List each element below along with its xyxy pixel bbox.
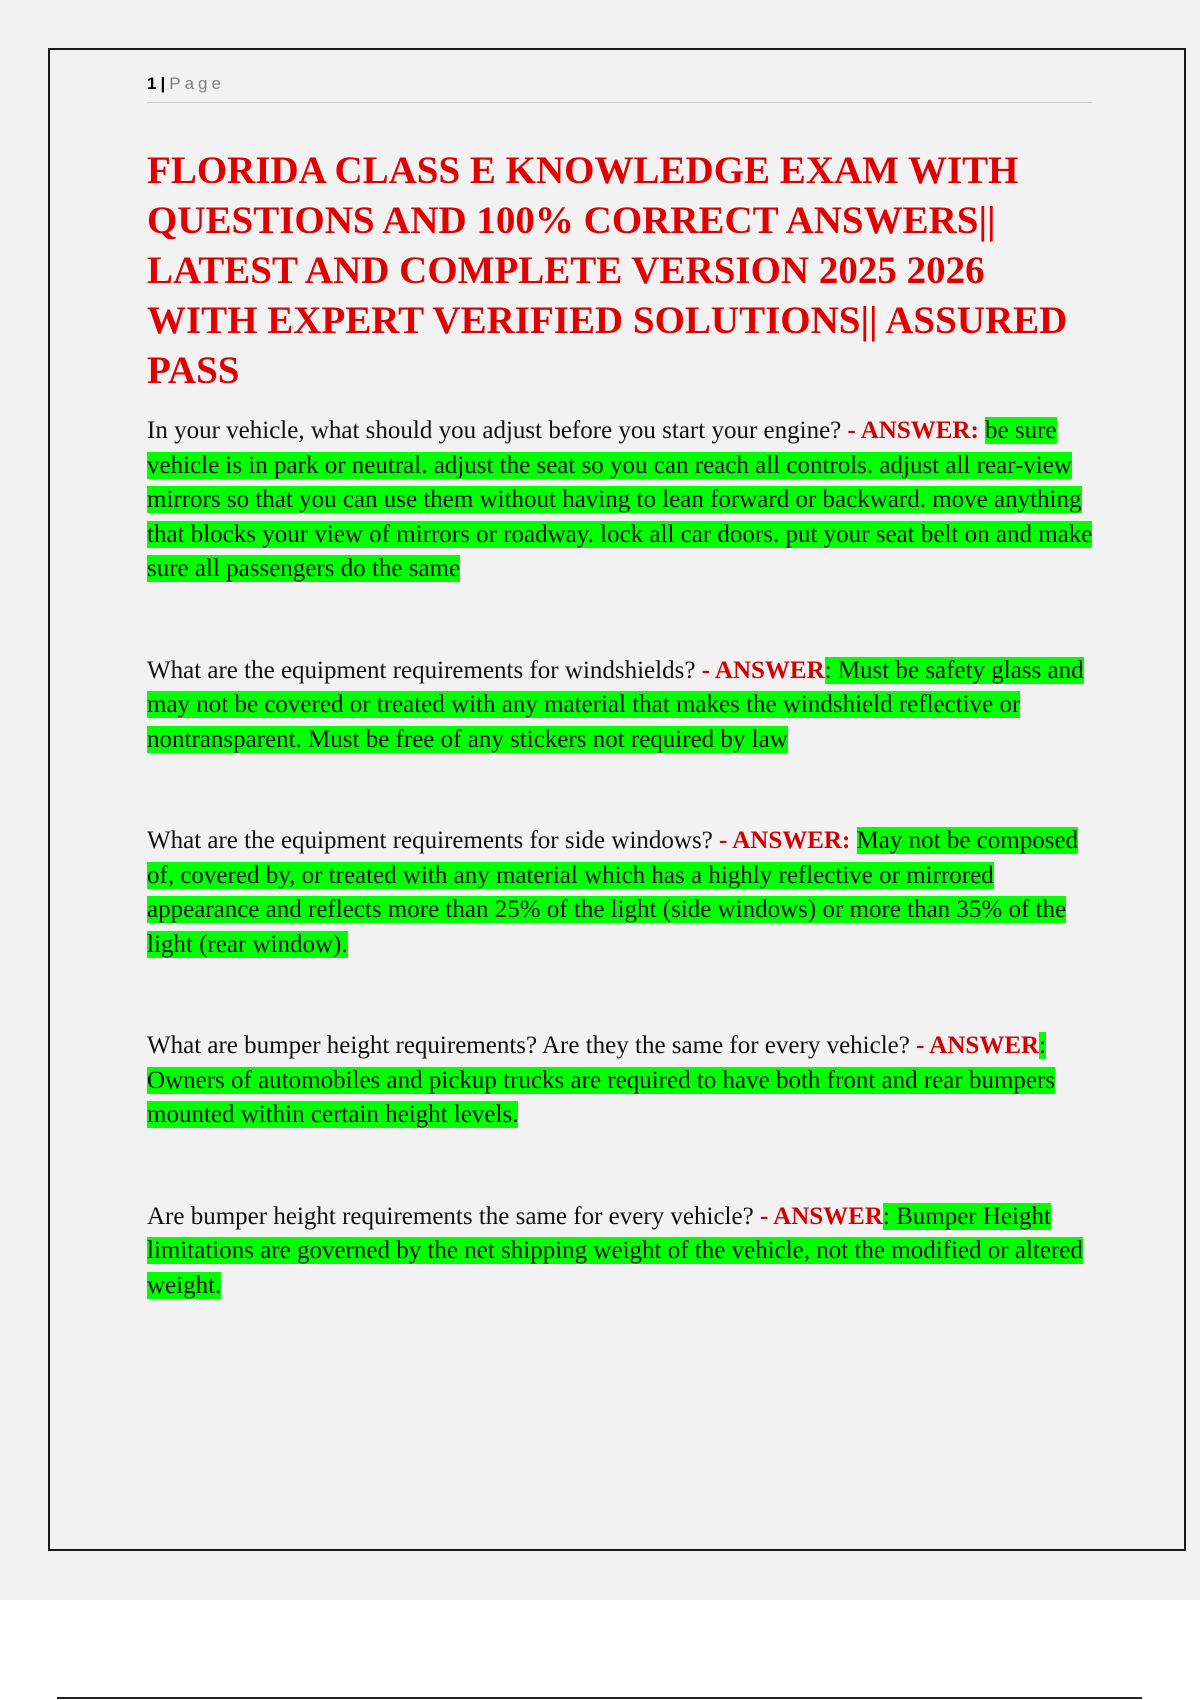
- answer-text: be sure vehicle is in park or neutral. adjust the seat so you can reach all controls. adjust all rear-view mirrors so that you can use them without having to lean forward or backward. move anything that blocks your view of mirrors or roadway. lock all car doors. put your seat belt on and make sure all passengers do the same: [147, 417, 1093, 582]
- question-text: What are bumper height requirements? Are they the same for every vehicle?: [147, 1032, 917, 1059]
- qa-item: [147, 1200, 1097, 1304]
- answer-gap: [850, 827, 856, 854]
- qa-item: [147, 1029, 1097, 1133]
- qa-item: [147, 654, 1097, 758]
- document-page: [48, 48, 1186, 1551]
- answer-label: - ANSWER:: [847, 417, 979, 444]
- answer-label: - ANSWER: [759, 1202, 883, 1230]
- document-title: FLORIDA CLASS E KNOWLEDGE EXAM WITH QUESTIONS AND 100% CORRECT ANSWERS|| LATEST AND COMPLETE VERSION 2025 2026 WITH EXPERT VERIFIED SOLUTIONS|| ASSURED PASS: [147, 149, 1068, 392]
- answer-label: - ANSWER: [916, 1032, 1040, 1059]
- document-body: [147, 146, 1097, 1370]
- page-number: 1: [147, 74, 157, 93]
- question-text: Are bumper height requirements the same for every vehicle?: [147, 1202, 760, 1230]
- page-header-separator: |: [160, 74, 166, 93]
- page-header: [147, 74, 1092, 103]
- next-page-divider: [57, 1697, 1142, 1699]
- qa-item: [147, 824, 1097, 962]
- answer-label: - ANSWER:: [719, 827, 851, 854]
- question-text: What are the equipment requirements for side windows?: [147, 827, 720, 854]
- question-text: In your vehicle, what should you adjust before you start your engine?: [147, 417, 848, 444]
- answer-label: - ANSWER: [701, 656, 825, 684]
- question-text: What are the equipment requirements for windshields?: [147, 656, 702, 684]
- page-word: Page: [169, 74, 225, 93]
- answer-text: May not be composed of, covered by, or treated with any material which has a highly reflective or mirrored appearance and reflects more than 25% of the light (side windows) or more than 35% of the light (rear window).: [147, 827, 1079, 958]
- answer-text: : Owners of automobiles and pickup trucks are required to have both front and rear bumpers mounted within certain height levels.: [147, 1032, 1056, 1128]
- qa-item: [147, 414, 1097, 587]
- answer-text: : Bumper Height limitations are governed by the net shipping weight of the vehicle, not the modified or altered weight.: [147, 1202, 1083, 1299]
- answer-text: : Must be safety glass and may not be covered or treated with any material that makes the windshield reflective or nontransparent. Must be free of any stickers not required by law: [147, 656, 1084, 753]
